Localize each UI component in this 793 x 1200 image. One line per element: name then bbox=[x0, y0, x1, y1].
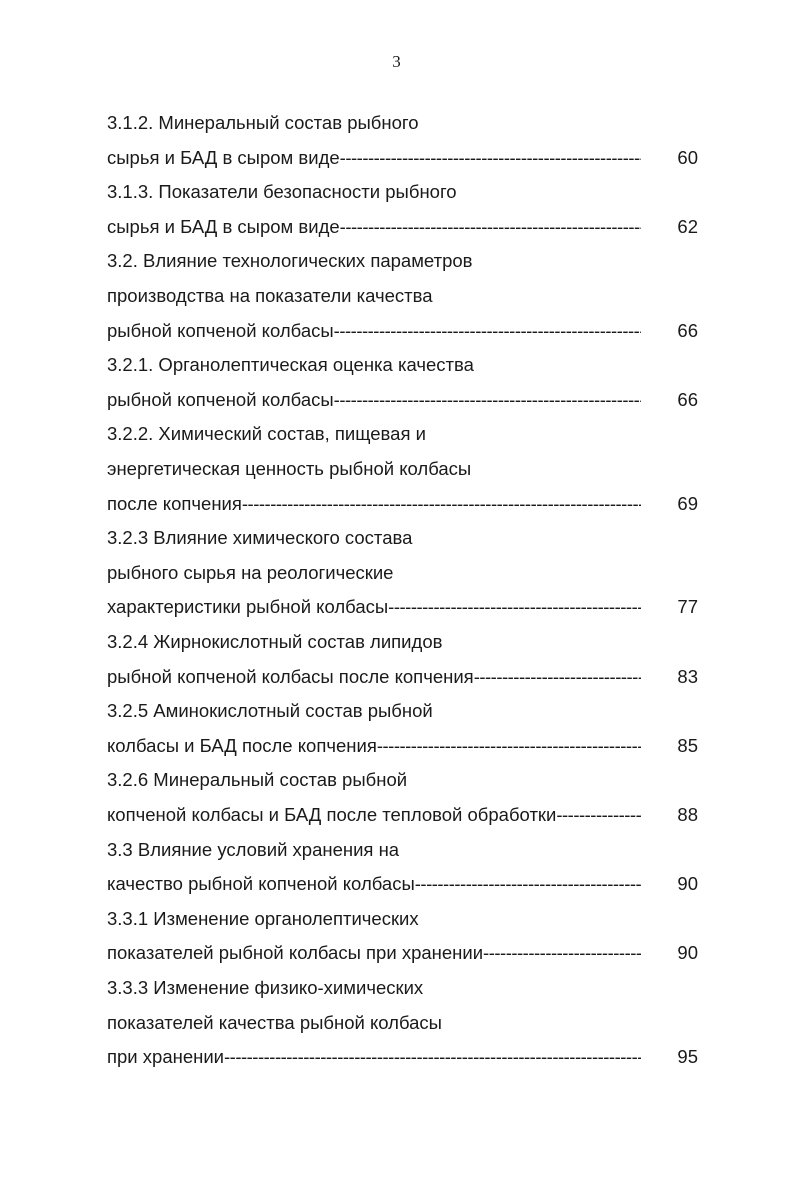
toc-entry-page: 60 bbox=[677, 146, 698, 168]
toc-entry-last-line bbox=[107, 383, 641, 417]
toc-entry-line bbox=[107, 521, 412, 555]
toc-entry-line bbox=[107, 694, 433, 728]
toc-entry-text: при хранении ----- bbox=[107, 1046, 641, 1067]
toc-entry-text: 3.2.2. Химический состав, пищевая и bbox=[107, 423, 426, 445]
toc-entry-last-line bbox=[107, 729, 641, 763]
toc-entry-page: 90 bbox=[677, 873, 698, 895]
toc-entry-last-line bbox=[107, 590, 641, 624]
toc-entry-line bbox=[107, 279, 433, 313]
toc-entry-text: 3.3.3 Изменение физико-химических bbox=[107, 977, 424, 998]
toc-entry-last-line bbox=[107, 936, 641, 970]
toc-entry-page: 69 bbox=[677, 492, 698, 514]
toc-entry-page: 62 bbox=[677, 215, 698, 237]
toc-entry-last-line bbox=[107, 487, 641, 521]
toc-entry-text: рыбной копченой колбасы ----- bbox=[107, 389, 641, 410]
toc-entry-text: 3.1.3. Показатели безопасности рыбного bbox=[107, 181, 457, 203]
toc-entry-line bbox=[107, 348, 474, 382]
toc-entry-text: копченой колбасы и БАД после тепловой обработки ----- bbox=[107, 804, 641, 825]
toc-entry-line bbox=[107, 833, 399, 867]
toc-entry-line bbox=[107, 175, 457, 209]
toc-entry-page: 83 bbox=[677, 665, 698, 687]
toc-entry-text: производства на показатели качества bbox=[107, 285, 433, 306]
toc-entry-text: 3.2.3 Влияние химического состава bbox=[107, 527, 413, 549]
toc-entry-page: 85 bbox=[677, 734, 698, 756]
toc-entry-text: рыбной копченой колбасы после копчения ----- bbox=[107, 666, 641, 687]
toc-entry-text: после копчения ----- bbox=[107, 493, 641, 514]
toc-entry-text: рыбной копченой колбасы ----- bbox=[107, 320, 641, 341]
toc-entry-last-line bbox=[107, 314, 641, 348]
toc-entry-page: 95 bbox=[677, 1046, 698, 1068]
toc-entry-last-line bbox=[107, 867, 641, 901]
toc-entry-line bbox=[107, 625, 442, 659]
toc-entry-page: 77 bbox=[677, 596, 698, 618]
toc-entry-text: сырья и БАД в сыром виде ----- bbox=[107, 147, 641, 168]
toc-entry-text: качество рыбной копченой колбасы ----- bbox=[107, 873, 641, 894]
toc-entry-text: рыбного сырья на реологические bbox=[107, 561, 394, 583]
toc-entry-page: 90 bbox=[677, 942, 698, 964]
toc-entry-last-line bbox=[107, 798, 641, 832]
toc-entry-text: колбасы и БАД после копчения ----- bbox=[107, 735, 641, 756]
toc-entry-text: сырья и БАД в сыром виде ----- bbox=[107, 216, 641, 237]
toc-entry-text: характеристики рыбной колбасы ----- bbox=[107, 596, 641, 617]
toc-entry-text: 3.1.2. Минеральный состав рыбного bbox=[107, 112, 419, 133]
toc-entry-text: 3.2.5 Аминокислотный состав рыбной bbox=[107, 700, 433, 722]
toc-entry-text: 3.2.4 Жирнокислотный состав липидов bbox=[107, 631, 443, 652]
toc-entry-text: 3.2. Влияние технологических параметров bbox=[107, 250, 473, 272]
toc-entry-text: энергетическая ценность рыбной колбасы bbox=[107, 458, 472, 479]
toc-entry-line bbox=[107, 106, 419, 140]
toc-entry-page: 66 bbox=[677, 388, 698, 410]
toc-entry-last-line bbox=[107, 1040, 641, 1074]
toc-entry-text: показателей рыбной колбасы при хранении ----- bbox=[107, 942, 641, 963]
toc-entry-line bbox=[107, 244, 472, 278]
toc-entry-line bbox=[107, 971, 423, 1005]
toc-entry-last-line bbox=[107, 660, 641, 694]
toc-entry-line bbox=[107, 902, 419, 936]
toc-entry-page: 88 bbox=[677, 804, 698, 825]
page-number: 3 bbox=[392, 52, 401, 71]
toc-entry-line bbox=[107, 556, 393, 590]
toc-entry-text: 3.2.6 Минеральный состав рыбной bbox=[107, 769, 408, 791]
toc-entry-last-line bbox=[107, 210, 641, 244]
toc-entry-line bbox=[107, 1006, 442, 1040]
toc-entry-text: 3.3.1 Изменение органолептических bbox=[107, 907, 419, 929]
toc-entry-page: 66 bbox=[677, 319, 698, 341]
toc-entry-line bbox=[107, 417, 426, 451]
toc-entry-text: показателей качества рыбной колбасы bbox=[107, 1011, 442, 1033]
toc-entry-text: 3.2.1. Органолептическая оценка качества bbox=[107, 354, 474, 376]
toc-entry-last-line bbox=[107, 141, 641, 175]
toc-entry-text: 3.3 Влияние условий хранения на bbox=[107, 838, 400, 860]
toc-entry-line bbox=[107, 452, 471, 486]
toc-entry-line bbox=[107, 763, 407, 797]
